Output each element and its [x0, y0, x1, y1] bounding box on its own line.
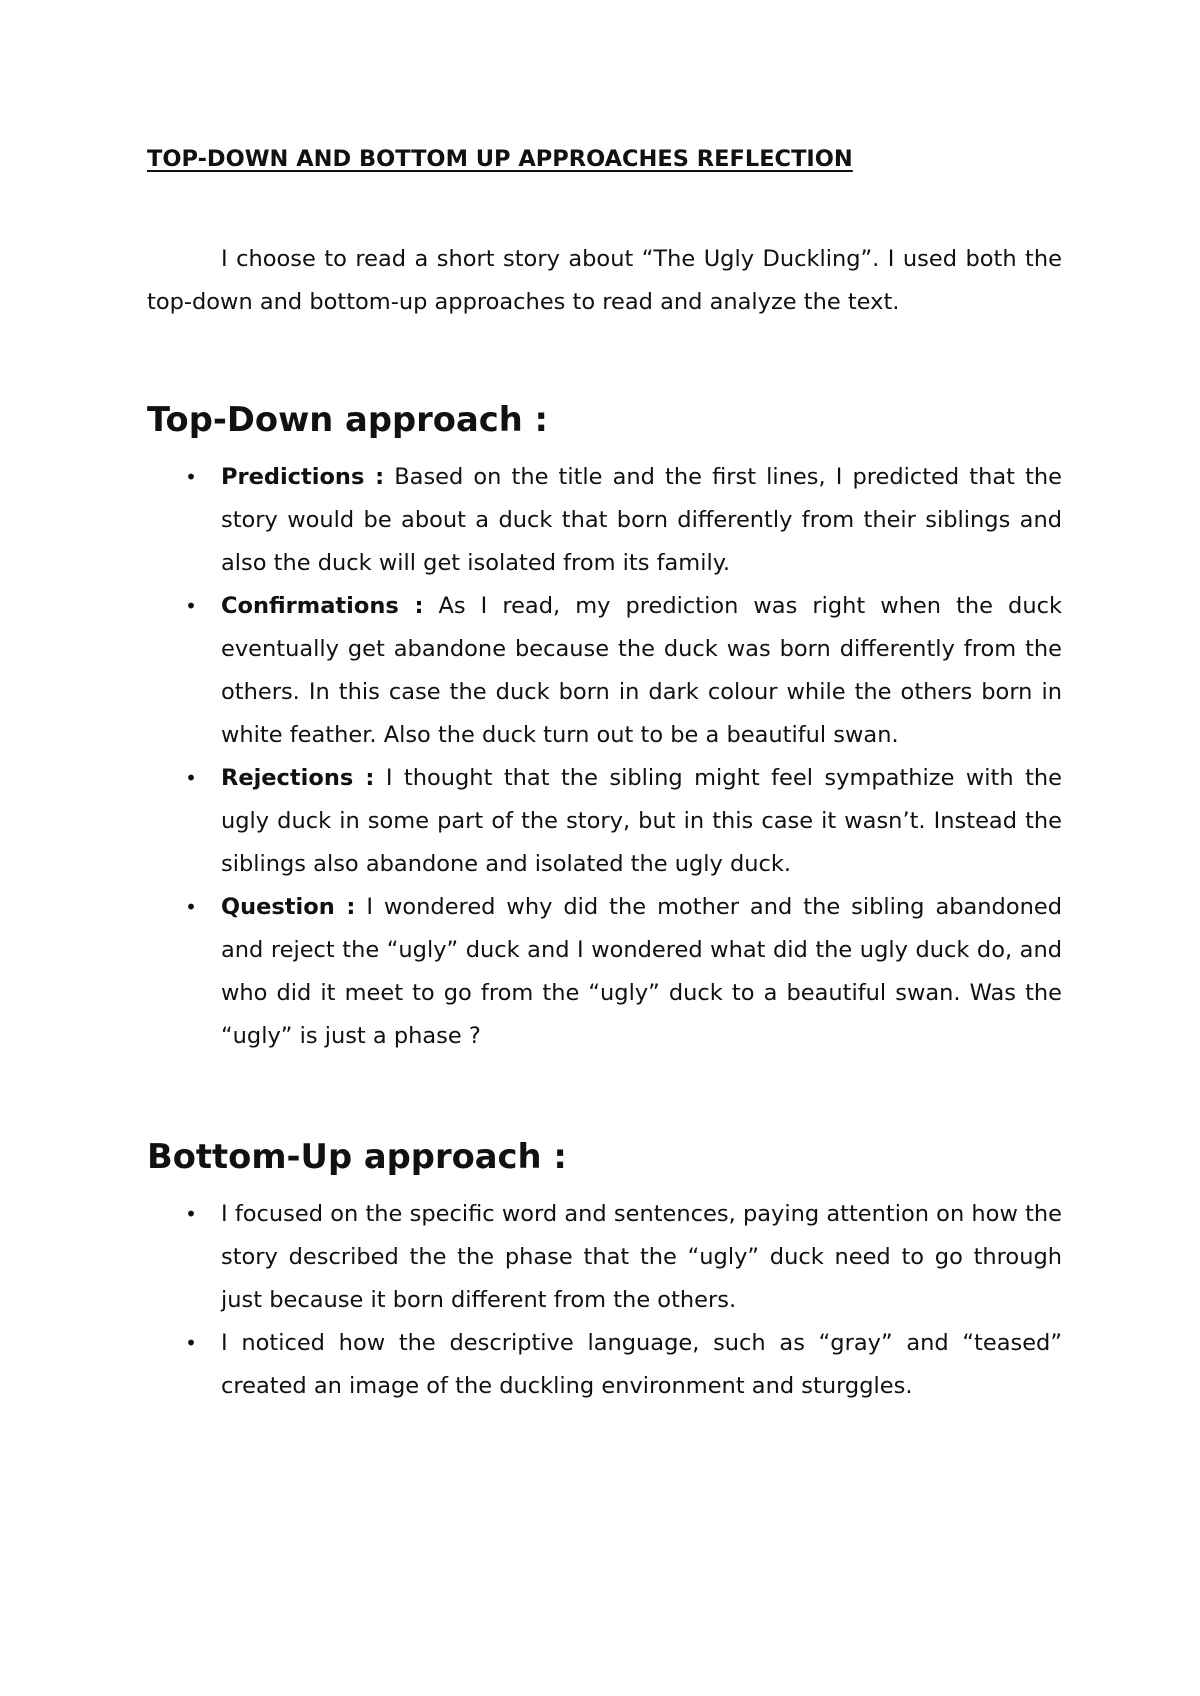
item-text: I wondered why did the mother and the sibling abandoned and reject the “ugly” duck and I wondered what did the ugly duck do, and who did it meet to go from the “ugly” duck to a beautiful swan. Was the “ugly” is just a phase ?	[221, 894, 1062, 1049]
bullet-icon: •	[185, 465, 197, 489]
document-title: TOP-DOWN AND BOTTOM UP APPROACHES REFLECTION	[147, 146, 853, 172]
item-text: I thought that the sibling might feel sympathize with the ugly duck in some part of the story, but in this case it wasn’t. Instead the siblings also abandone and isolated the ugly duck.	[221, 765, 1062, 877]
item-term: Predictions :	[221, 464, 385, 490]
item-text: Based on the title and the first lines, I predicted that the story would be about a duck that born differently from their siblings and also the duck will get isolated from its family.	[221, 464, 1063, 576]
bullet-icon: •	[185, 1202, 197, 1226]
list-item-language	[147, 1322, 1062, 1408]
bottom-up-list	[147, 1193, 1062, 1408]
bullet-icon: •	[185, 594, 197, 618]
list-item-question	[147, 886, 1062, 1058]
item-term: Rejections :	[221, 765, 375, 791]
item-text: I noticed how the descriptive language, such as “gray” and “teased” created an image of the duckling environment and sturggles.	[221, 1330, 1062, 1399]
intro-paragraph: I choose to read a short story about “The Ugly Duckling”. I used both the top-down and bottom-up approaches to read and analyze the text.	[147, 246, 1062, 315]
bullet-icon: •	[185, 766, 197, 790]
list-item-predictions	[147, 456, 1062, 585]
document-body	[147, 142, 1062, 1408]
bullet-icon: •	[185, 895, 197, 919]
bottom-up-heading: Bottom-Up approach :	[147, 1137, 567, 1176]
item-term: Question :	[221, 894, 356, 920]
item-text: I focused on the specific word and sentences, paying attention on how the story described the the phase that the “ugly” duck need to go through just because it born different from the others.	[221, 1201, 1062, 1313]
list-item-confirmations	[147, 585, 1062, 757]
top-down-list	[147, 456, 1062, 1058]
top-down-heading: Top-Down approach :	[147, 400, 549, 439]
item-text: As I read, my prediction was right when the duck eventually get abandone because the duck was born differently from the others. In this case the duck born in dark colour while the others born in white feather. Also the duck turn out to be a beautiful swan.	[221, 593, 1062, 748]
item-term: Confirmations :	[221, 593, 424, 619]
bullet-icon: •	[185, 1331, 197, 1355]
list-item-focus	[147, 1193, 1062, 1322]
list-item-rejections	[147, 757, 1062, 886]
